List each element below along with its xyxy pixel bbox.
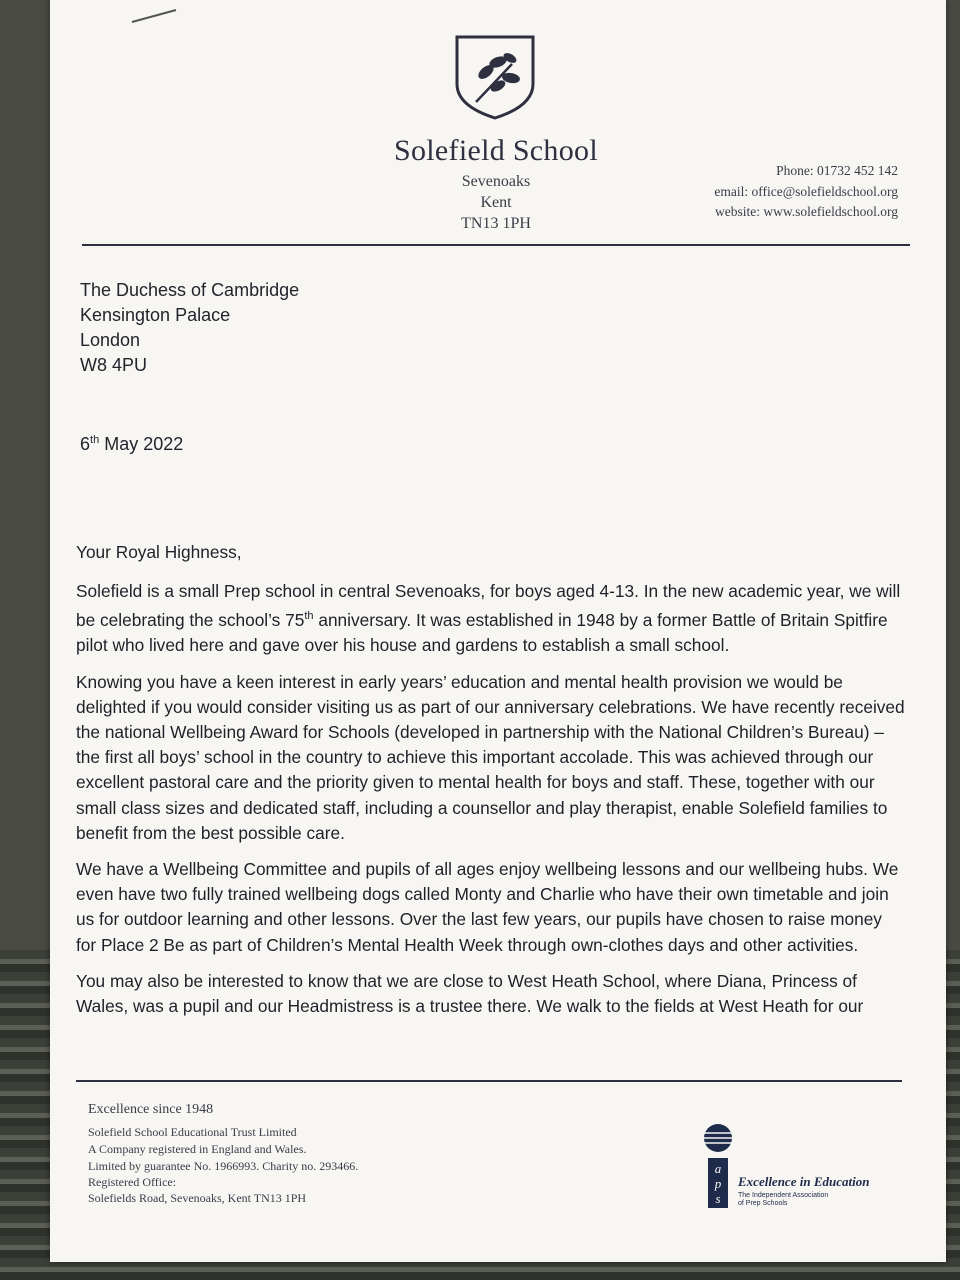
school-name: Solefield School [394, 134, 598, 167]
date-month-year: May 2022 [99, 434, 184, 454]
footer-divider [76, 1080, 902, 1082]
paragraph-2: Knowing you have a keen interest in early years’ education and mental health provision we would be delighted if you would consider visiting us as part of our anniversary celebrations. We have recently received the national Wellbeing Award for Schools (developed in partnership with the National Children’s Bureau) – the first all boys’ school in the country to achieve this important accolade. This was achieved through our excellent pastoral care and the priority given to mental health for boys and staff. These, together with our small class sizes and dedicated staff, including a counsellor and play therapist, enable Solefield families to benefit from the best possible care. [76, 671, 905, 843]
aps-logo-icon [698, 1120, 738, 1210]
letter-date [80, 434, 183, 455]
footer-line: A Company registered in England and Wales. [88, 1142, 307, 1156]
recipient-line: W8 4PU [80, 355, 148, 375]
paragraph-1 [76, 579, 906, 658]
paragraph-1-sup: th [304, 610, 314, 623]
date-suffix: th [90, 434, 100, 446]
contact-phone: Phone: 01732 452 142 [776, 163, 898, 178]
header-divider [82, 244, 910, 246]
aps-title: Excellence in Education [738, 1174, 870, 1189]
footer-line: Solefields Road, Sevenoaks, Kent TN13 1PH [88, 1191, 307, 1205]
aps-subtitle: of Prep Schools [738, 1200, 788, 1207]
footer-line: Registered Office: [88, 1175, 177, 1189]
svg-text:a: a [714, 1161, 722, 1176]
contact-website: website: www.solefieldschool.org [715, 204, 898, 219]
date-day: 6 [80, 434, 91, 454]
footer-line: Limited by guarantee No. 1966993. Charity no. 293466. [88, 1159, 359, 1173]
paragraph-1-text: Solefield is a small Prep school in central Sevenoaks, for boys aged 4-13. In the new academic year, we will be celebrating the school’s 75 [76, 581, 901, 631]
salutation: Your Royal Highness, [76, 542, 242, 562]
paragraph-4: You may also be interested to know that we are close to West Heath School, where Diana, Princess of Wales, was a pupil and our Headmistress is a trustee there. We walk to the fields at West Heath for our [76, 970, 864, 1017]
recipient-line: Kensington Palace [80, 305, 231, 325]
contact-email: email: office@solefieldschool.org [714, 184, 898, 199]
paragraph-3: We have a Wellbeing Committee and pupils of all ages enjoy wellbeing lessons and our wellbeing hubs. We even have two fully trained wellbeing dogs called Monty and Charlie who have their own timetable and join us for outdoor learning and other lessons. Over the last few years, our pupils have chosen to raise money for Place 2 Be as part of Children’s Mental Health Week through own-clothes days and other activities. [76, 859, 899, 955]
aps-subtitle: The Independent Association [738, 1192, 829, 1199]
pen-mark [130, 8, 180, 24]
svg-text:s: s [715, 1191, 721, 1206]
footer-line: Solefield School Educational Trust Limited [88, 1125, 297, 1139]
letter-page [50, 0, 946, 1262]
address-line-county: Kent [480, 194, 512, 211]
svg-text:p: p [714, 1176, 722, 1191]
paragraph-1-text-cont: anniversary. It was established in 1948 by a former Battle of Britain Spitfire pilot who lived here and gave over his house and gardens to establish a small school. [76, 610, 888, 656]
address-line-postcode: TN13 1PH [461, 215, 531, 232]
recipient-line: London [80, 330, 141, 350]
recipient-line: The Duchess of Cambridge [80, 280, 300, 300]
address-line-town: Sevenoaks [461, 173, 531, 190]
school-crest-icon [454, 34, 536, 120]
letter-body [76, 540, 906, 1030]
footer-tagline: Excellence since 1948 [88, 1102, 214, 1117]
